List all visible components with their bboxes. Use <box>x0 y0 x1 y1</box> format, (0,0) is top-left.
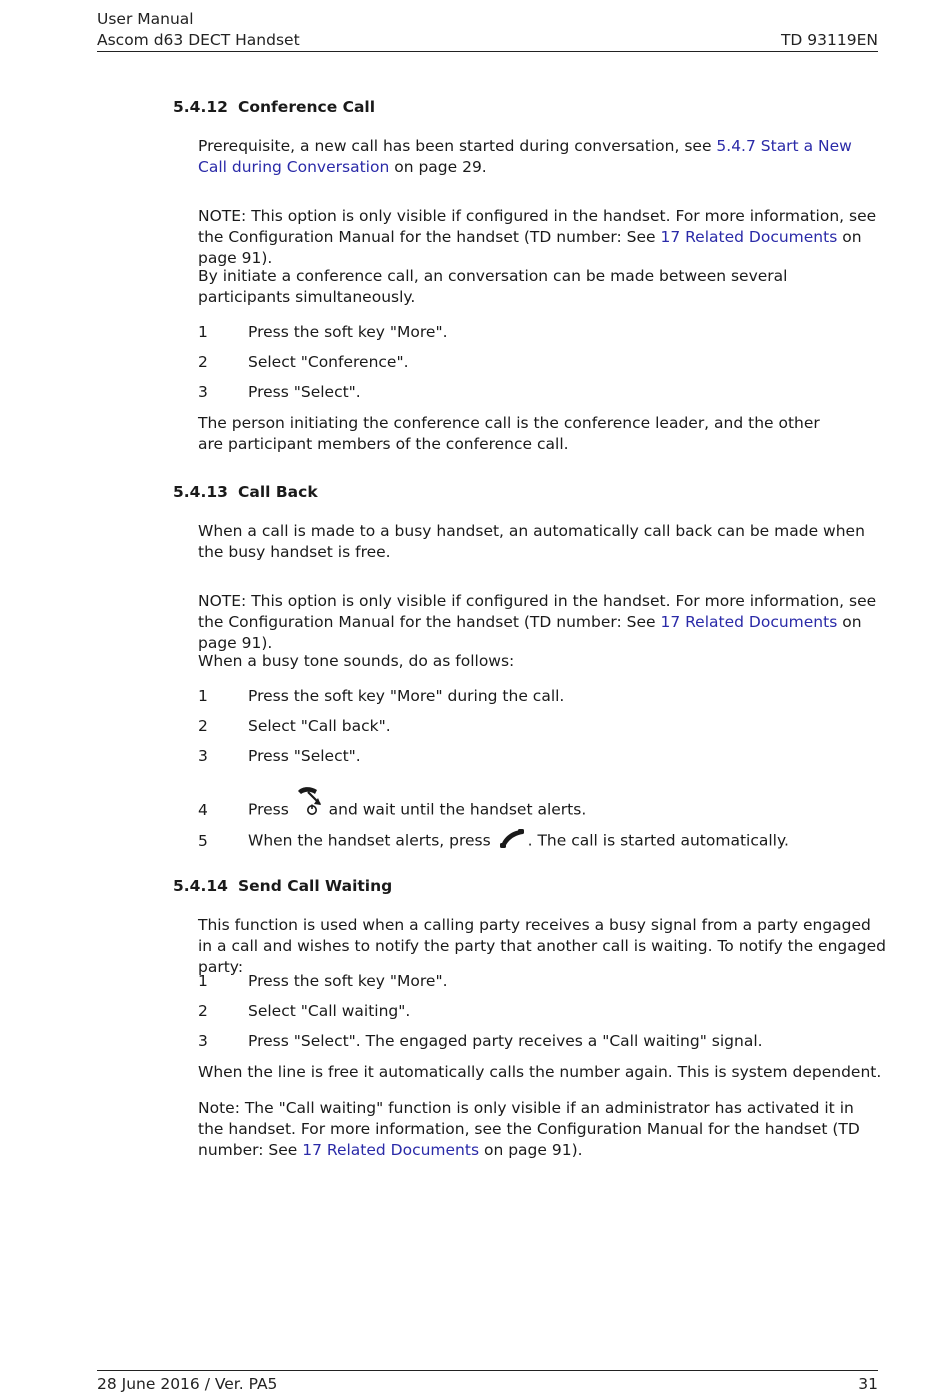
note-paragraph <box>198 591 888 654</box>
call-handset-icon <box>498 827 526 855</box>
cross-reference-link[interactable]: 17 Related Documents <box>660 613 838 631</box>
footer-date-version: 28 June 2016 / Ver. PA5 <box>97 1375 278 1393</box>
paragraph: When the line is free it automatically calls the number again. This is system dependent. <box>198 1063 882 1081</box>
header-title: User Manual <box>97 10 194 28</box>
text-run: Note: The "Call waiting" function is only visible if an administrator has activated it in the handset. For more information, see the Configuration Manual for the handset (TD number: See <box>198 1099 860 1159</box>
cross-reference-link[interactable]: 17 Related Documents <box>302 1141 480 1159</box>
list-text: When the handset alerts, press <box>248 831 496 850</box>
section-heading <box>173 482 318 503</box>
list-number: 2 <box>198 1002 208 1020</box>
footer-rule <box>97 1370 878 1371</box>
section-heading <box>173 876 392 897</box>
text-run: Prerequisite, a new call has been started during conversation, see <box>198 137 717 155</box>
text-run: on page 91). <box>479 1141 583 1159</box>
section-number: 5.4.12 <box>173 98 228 116</box>
list-text: Press "Select". <box>248 747 361 765</box>
list-text: Select "Conference". <box>248 353 409 371</box>
section-heading <box>173 97 375 118</box>
list-item <box>198 1001 410 1022</box>
list-text: and wait until the handset alerts. <box>323 800 587 819</box>
list-number: 1 <box>198 323 208 341</box>
list-number: 4 <box>198 800 208 819</box>
list-item <box>198 971 448 992</box>
list-number: 3 <box>198 383 208 401</box>
section-title: Call Back <box>238 483 318 501</box>
list-item <box>198 1031 763 1052</box>
end-call-power-icon <box>294 783 324 823</box>
list-text: Press the soft key "More". <box>248 323 448 341</box>
list-text: Select "Call waiting". <box>248 1002 411 1020</box>
text-run: on page 91). <box>198 613 862 652</box>
text-run: NOTE: This option is only visible if configured in the handset. For more information, see the Configuration Manual for the handset (TD number: See <box>198 207 877 246</box>
header-rule <box>97 51 878 52</box>
page-number: 31 <box>858 1375 878 1393</box>
list-item <box>198 716 391 737</box>
cross-reference-link[interactable]: 17 Related Documents <box>660 228 838 246</box>
list-text: Press "Select". The engaged party receives a "Call waiting" signal. <box>248 1032 763 1050</box>
header-doc-number: TD 93119EN <box>780 31 878 49</box>
list-number: 2 <box>198 717 208 735</box>
paragraph <box>198 136 858 178</box>
list-number: 2 <box>198 353 208 371</box>
section-number: 5.4.14 <box>173 877 228 895</box>
paragraph: This function is used when a calling party receives a busy signal from a party engaged in a call and wishes to notify the party that another call is waiting. To notify the engaged party: <box>198 916 886 976</box>
paragraph: By initiate a conference call, an conversation can be made between several participants simultaneously. <box>198 267 788 306</box>
list-text: Press the soft key "More" during the call. <box>248 687 565 705</box>
paragraph: When a call is made to a busy handset, an automatically call back can be made when the busy handset is free. <box>198 522 865 561</box>
list-item <box>198 322 448 343</box>
list-text: Press <box>248 800 294 819</box>
list-item <box>198 382 361 403</box>
list-text: Press "Select". <box>248 383 361 401</box>
note-paragraph <box>198 1098 878 1161</box>
list-item <box>198 686 564 707</box>
list-item <box>198 797 586 823</box>
text-run: on page 29. <box>389 158 487 176</box>
section-title: Send Call Waiting <box>238 877 393 895</box>
list-item <box>198 352 409 373</box>
section-title: Conference Call <box>238 98 376 116</box>
list-number: 5 <box>198 831 208 850</box>
section-number: 5.4.13 <box>173 483 228 501</box>
header-subtitle: Ascom d63 DECT Handset <box>97 31 300 49</box>
list-text: Press the soft key "More". <box>248 972 448 990</box>
note-paragraph <box>198 206 888 269</box>
list-text: Select "Call back". <box>248 717 391 735</box>
list-text: . The call is started automatically. <box>527 831 789 850</box>
text-run: on page 91). <box>198 228 862 267</box>
list-number: 1 <box>198 972 208 990</box>
paragraph: When a busy tone sounds, do as follows: <box>198 652 515 670</box>
list-number: 1 <box>198 687 208 705</box>
list-item <box>198 827 789 855</box>
list-number: 3 <box>198 747 208 765</box>
cross-reference-link[interactable]: 5.4.7 Start a New Call during Conversation <box>198 137 852 176</box>
list-item <box>198 746 361 767</box>
paragraph: The person initiating the conference call is the conference leader, and the other are participant members of the conference call. <box>198 414 820 453</box>
text-run: NOTE: This option is only visible if configured in the handset. For more information, see the Configuration Manual for the handset (TD number: See <box>198 592 877 631</box>
list-number: 3 <box>198 1032 208 1050</box>
